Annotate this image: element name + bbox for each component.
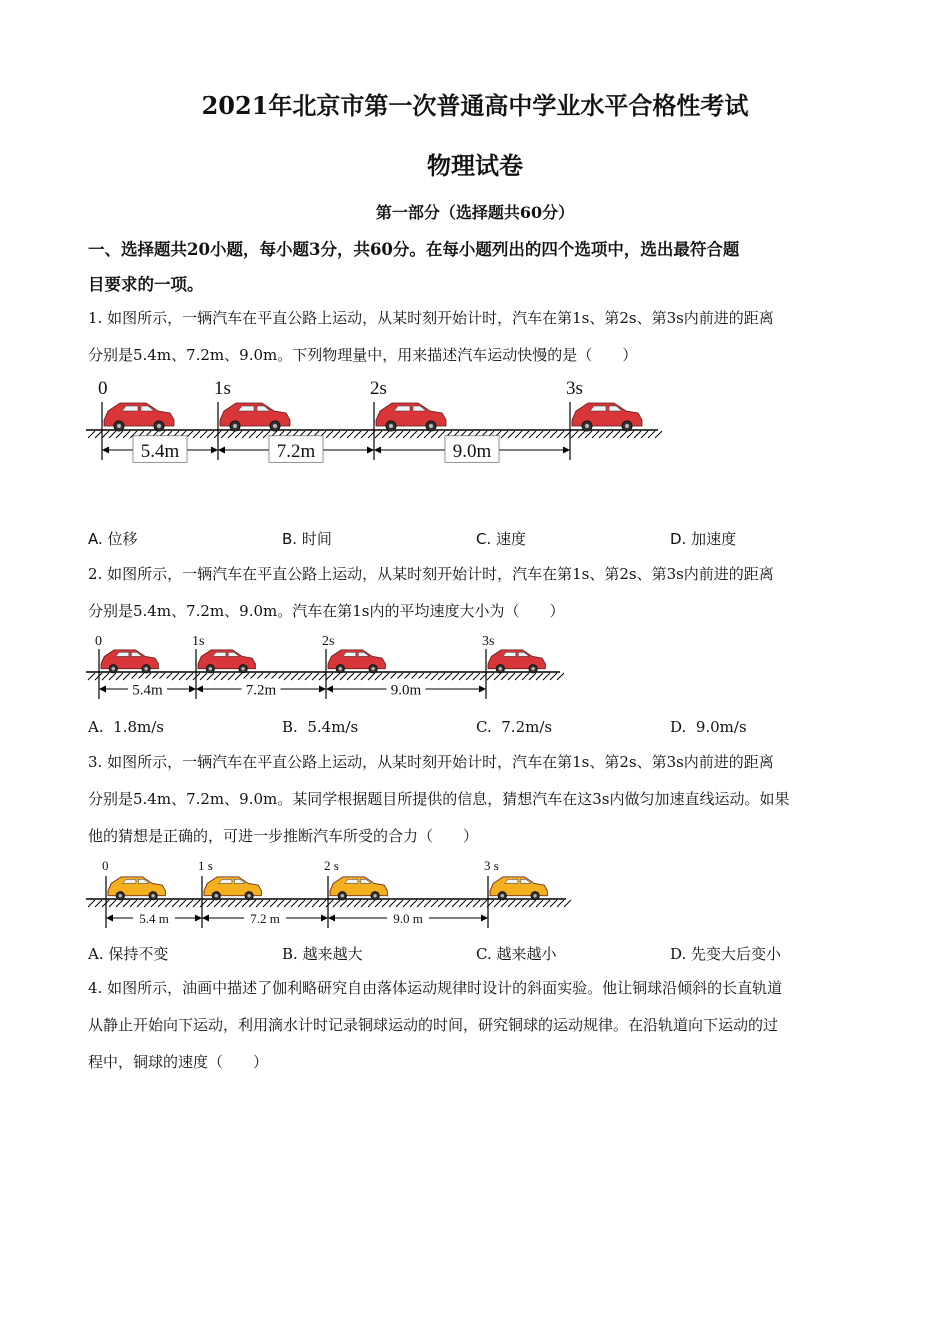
road-hatch [529, 431, 536, 438]
option-key: A. [88, 530, 103, 548]
car-body [204, 877, 261, 896]
road-hatch [256, 900, 263, 907]
road-hatch [200, 673, 207, 680]
distance-label: 7.2m [276, 441, 316, 463]
road-hatch [592, 431, 599, 438]
time-label: 0 [95, 634, 102, 649]
road-hatch [501, 900, 508, 907]
road-hatch [151, 900, 158, 907]
option-text: 位移 [107, 530, 138, 548]
time-label: 2 s [324, 858, 339, 873]
question-4-text: 从静止开始向下运动，利用滴水计时记录铜球运动的时间，研究铜球的运动规律。在沿轨道向下运动的过 [88, 1016, 779, 1034]
road-hatch [494, 673, 501, 680]
road-hatch [438, 431, 445, 438]
distance-label: 9.0m [452, 441, 492, 463]
arrow-head [202, 915, 209, 922]
car-body [328, 650, 385, 669]
road-hatch [186, 673, 193, 680]
road-hatch [459, 673, 466, 680]
question-3-option-a[interactable] [88, 943, 168, 964]
question-4-text: 4. 如图所示，油画中描述了伽利略研究自由落体运动规律时设计的斜面实验。他让铜球沿倾斜的长直轨道 [88, 979, 783, 997]
question-1-text: 分别是5.4m、7.2m、9.0m。下列物理量中，用来描述汽车运动快慢的是（ ） [88, 346, 638, 364]
road-hatch [270, 900, 277, 907]
road-hatch [452, 673, 459, 680]
option-text: 加速度 [691, 530, 737, 548]
road-hatch [319, 673, 326, 680]
road-hatch [515, 431, 522, 438]
road-hatch [536, 900, 543, 907]
road-hatch [473, 673, 480, 680]
road-hatch [613, 431, 620, 438]
road-hatch [144, 900, 151, 907]
road-hatch [606, 431, 613, 438]
arrow-head [99, 686, 106, 693]
question-3-text: 分别是5.4m、7.2m、9.0m。某同学根据题目所提供的信息，猜想汽车在这3s内做匀加速直线运动。如果 [88, 790, 790, 808]
road-hatch [403, 431, 410, 438]
car-body [104, 403, 174, 426]
road-hatch [396, 431, 403, 438]
time-label: 1 s [198, 858, 213, 873]
road-hatch [95, 431, 102, 438]
arrow-head [189, 686, 196, 693]
question-3-option-c[interactable] [476, 943, 557, 964]
road-hatch [431, 900, 438, 907]
road-hatch [557, 673, 564, 680]
option-text: 5.4m/s [307, 718, 359, 736]
car-hub [533, 894, 536, 897]
option-text: 1.8m/s [113, 718, 164, 736]
road-hatch [116, 431, 123, 438]
road-hatch [536, 673, 543, 680]
road-hatch [242, 900, 249, 907]
time-label: 0 [102, 858, 109, 873]
road-hatch [284, 673, 291, 680]
question-2-option-c[interactable] [476, 718, 552, 736]
arrow-head [319, 686, 326, 693]
car-hub [389, 424, 393, 428]
road-hatch [361, 431, 368, 438]
road-hatch [340, 900, 347, 907]
road-hatch [333, 673, 340, 680]
road-hatch [522, 673, 529, 680]
road-hatch [88, 900, 95, 907]
road-hatch [130, 900, 137, 907]
arrow-head [196, 686, 203, 693]
road-hatch [347, 431, 354, 438]
road-hatch [550, 900, 557, 907]
arrow-head [195, 915, 202, 922]
road-hatch [179, 900, 186, 907]
distance-label: 9.0 m [393, 910, 423, 926]
road-hatch [543, 431, 550, 438]
road-hatch [375, 431, 382, 438]
car-hub [339, 667, 342, 670]
road-hatch [354, 900, 361, 907]
road-hatch [116, 673, 123, 680]
road-hatch [123, 431, 130, 438]
road-hatch [109, 900, 116, 907]
road-hatch [487, 673, 494, 680]
road-hatch [571, 431, 578, 438]
question-2-text: 分别是5.4m、7.2m、9.0m。汽车在第1s内的平均速度大小为（ ） [88, 602, 565, 620]
distance-label: 7.2 m [250, 910, 280, 926]
road-hatch [263, 900, 270, 907]
option-key: C. [476, 718, 492, 736]
time-label: 3s [482, 634, 495, 649]
road-hatch [410, 900, 417, 907]
option-text: 速度 [496, 530, 527, 548]
time-label: 2s [322, 634, 335, 649]
road-hatch [445, 673, 452, 680]
road-hatch [634, 431, 641, 438]
arrow-head [106, 915, 113, 922]
road-hatch [235, 673, 242, 680]
road-hatch [361, 673, 368, 680]
road-hatch [361, 900, 368, 907]
question-3-option-b[interactable] [282, 943, 363, 964]
road-hatch [389, 900, 396, 907]
road-hatch [627, 431, 634, 438]
arrow-head [479, 686, 486, 693]
arrow-head [481, 915, 488, 922]
car-hub [531, 667, 534, 670]
road-hatch [550, 673, 557, 680]
road-hatch [179, 673, 186, 680]
road-hatch [102, 431, 109, 438]
road-hatch [319, 900, 326, 907]
road-hatch [228, 673, 235, 680]
road-hatch [158, 900, 165, 907]
question-3-option-d[interactable] [670, 943, 781, 964]
road-hatch [438, 673, 445, 680]
road-hatch [585, 431, 592, 438]
road-hatch [466, 900, 473, 907]
car-hub [117, 424, 121, 428]
road-hatch [326, 900, 333, 907]
road-hatch [648, 431, 655, 438]
car-hub [119, 894, 122, 897]
question-4-text: 程中，铜球的速度（ ） [88, 1053, 269, 1071]
road-hatch [354, 673, 361, 680]
exam-title: 2021年北京市第一次普通高中学业水平合格性考试 [201, 91, 749, 120]
car-hub [373, 894, 376, 897]
car-body [488, 650, 545, 669]
question-1-option-b[interactable] [282, 528, 332, 549]
time-label: 1s [214, 378, 231, 399]
option-text: 9.0m/s [695, 718, 747, 736]
road-hatch [326, 673, 333, 680]
section-intro-line: 一、选择题共20小题，每小题3分，共60分。在每小题列出的四个选项中，选出最符合题 [88, 240, 740, 259]
distance-label: 5.4m [140, 441, 180, 463]
car-hub [144, 667, 147, 670]
car-hub [157, 424, 161, 428]
question-2-text: 2. 如图所示，一辆汽车在平直公路上运动，从某时刻开始计时，汽车在第1s、第2s、第3s内前进的距离 [88, 565, 774, 583]
road-hatch [95, 900, 102, 907]
option-key: B. [282, 718, 298, 736]
option-key: B. [282, 530, 298, 548]
option-text: 7.2m/s [501, 718, 553, 736]
road-hatch [536, 431, 543, 438]
road-hatch [620, 431, 627, 438]
car-hub [625, 424, 629, 428]
car-hub [499, 667, 502, 670]
question-3-text: 3. 如图所示，一辆汽车在平直公路上运动，从某时刻开始计时，汽车在第1s、第2s、第3s内前进的距离 [88, 753, 774, 771]
road-hatch [333, 431, 340, 438]
road-hatch [424, 900, 431, 907]
option-text: 先变大后变小 [691, 945, 782, 963]
car-body [108, 877, 165, 896]
road-hatch [459, 900, 466, 907]
road-hatch [375, 673, 382, 680]
road-hatch [445, 900, 452, 907]
road-hatch [473, 900, 480, 907]
road-hatch [501, 673, 508, 680]
road-hatch [88, 431, 95, 438]
road-hatch [291, 900, 298, 907]
road-hatch [431, 673, 438, 680]
car-hub [585, 424, 589, 428]
exam-subject: 物理试卷 [427, 151, 523, 180]
option-key: A. [88, 945, 104, 963]
road-hatch [249, 900, 256, 907]
road-hatch [228, 900, 235, 907]
road-hatch [424, 431, 431, 438]
road-hatch [88, 673, 95, 680]
question-1-option-d[interactable] [670, 528, 736, 549]
road-hatch [522, 900, 529, 907]
car-hub [371, 667, 374, 670]
car-hub [215, 894, 218, 897]
road-hatch [347, 900, 354, 907]
road-hatch [221, 900, 228, 907]
road-hatch [417, 900, 424, 907]
car-hub [112, 667, 115, 670]
car-hub [341, 894, 344, 897]
road-hatch [109, 431, 116, 438]
road-hatch [480, 900, 487, 907]
option-text: 保持不变 [108, 945, 169, 963]
option-text: 时间 [301, 530, 332, 548]
option-text: 越来越小 [496, 945, 557, 963]
road-hatch [123, 900, 130, 907]
arrow-head [326, 686, 333, 693]
road-hatch [249, 431, 256, 438]
road-hatch [501, 431, 508, 438]
road-hatch [515, 900, 522, 907]
distance-label: 5.4m [132, 682, 163, 699]
road-hatch [172, 900, 179, 907]
car-hub [429, 424, 433, 428]
road-hatch [116, 900, 123, 907]
road-hatch [641, 431, 648, 438]
option-key: C. [476, 945, 492, 963]
distance-label: 5.4 m [139, 910, 169, 926]
arrow-head [321, 915, 328, 922]
car-body [198, 650, 255, 669]
road-hatch [221, 431, 228, 438]
road-hatch [368, 673, 375, 680]
road-hatch [529, 673, 536, 680]
road-hatch [284, 900, 291, 907]
option-key: D. [670, 718, 687, 736]
road-hatch [389, 431, 396, 438]
car-hub [241, 667, 244, 670]
question-3-text: 他的猜想是正确的，可进一步推断汽车所受的合力（ ） [88, 827, 479, 845]
option-key: D. [670, 945, 687, 963]
road-hatch [235, 431, 242, 438]
road-hatch [312, 900, 319, 907]
road-hatch [340, 673, 347, 680]
road-hatch [466, 673, 473, 680]
road-hatch [305, 673, 312, 680]
option-key: B. [282, 945, 298, 963]
arrow-head [102, 447, 109, 454]
road-hatch [235, 900, 242, 907]
distance-label: 7.2m [245, 682, 277, 699]
road-hatch [228, 431, 235, 438]
car-body [101, 650, 158, 669]
road-hatch [172, 673, 179, 680]
road-hatch [193, 900, 200, 907]
road-hatch [438, 900, 445, 907]
road-hatch [599, 431, 606, 438]
road-hatch [515, 673, 522, 680]
arrow-head [563, 447, 570, 454]
car-hub [209, 667, 212, 670]
road-hatch [298, 673, 305, 680]
road-hatch [291, 673, 298, 680]
arrow-head [211, 447, 218, 454]
road-hatch [340, 431, 347, 438]
road-hatch [165, 900, 172, 907]
road-hatch [529, 900, 536, 907]
question-2-option-a[interactable] [88, 718, 164, 736]
road-hatch [214, 673, 221, 680]
road-hatch [375, 900, 382, 907]
road-hatch [193, 431, 200, 438]
option-text: 越来越大 [302, 945, 363, 963]
arrow-head [367, 447, 374, 454]
question-1-option-a[interactable] [88, 528, 138, 549]
road-hatch [137, 900, 144, 907]
option-key: A. [88, 718, 104, 736]
road-hatch [347, 673, 354, 680]
car-body [490, 877, 547, 896]
road-hatch [557, 431, 564, 438]
car-hub [151, 894, 154, 897]
question-1-option-c[interactable] [476, 528, 526, 549]
road-hatch [200, 431, 207, 438]
road-hatch [564, 900, 571, 907]
time-label: 3s [566, 378, 583, 399]
arrow-head [218, 447, 225, 454]
road-hatch [242, 431, 249, 438]
road-hatch [494, 900, 501, 907]
road-hatch [207, 673, 214, 680]
road-hatch [550, 431, 557, 438]
road-hatch [298, 900, 305, 907]
question-2-motion-figure [86, 634, 564, 699]
road-hatch [200, 900, 207, 907]
road-hatch [221, 673, 228, 680]
road-hatch [403, 900, 410, 907]
road-hatch [207, 900, 214, 907]
road-hatch [186, 900, 193, 907]
question-1-text: 1. 如图所示，一辆汽车在平直公路上运动，从某时刻开始计时，汽车在第1s、第2s、第3s内前进的距离 [88, 309, 774, 327]
question-2-option-d[interactable] [670, 718, 747, 736]
road-hatch [410, 431, 417, 438]
road-hatch [543, 673, 550, 680]
time-label: 0 [98, 378, 108, 399]
road-hatch [452, 900, 459, 907]
road-hatch [305, 900, 312, 907]
road-hatch [417, 431, 424, 438]
question-2-option-b[interactable] [282, 718, 358, 736]
road-hatch [655, 431, 662, 438]
time-label: 2s [370, 378, 387, 399]
road-hatch [557, 900, 564, 907]
road-hatch [333, 900, 340, 907]
question-3-motion-figure [86, 858, 571, 928]
road-hatch [382, 900, 389, 907]
road-hatch [543, 900, 550, 907]
road-hatch [354, 431, 361, 438]
car-hub [247, 894, 250, 897]
option-key: D. [670, 530, 687, 548]
road-hatch [578, 431, 585, 438]
car-hub [233, 424, 237, 428]
time-label: 1s [192, 634, 205, 649]
question-1-motion-figure [86, 378, 662, 462]
road-hatch [214, 900, 221, 907]
road-hatch [522, 431, 529, 438]
road-hatch [102, 673, 109, 680]
section-intro-line: 目要求的一项。 [88, 275, 204, 294]
road-hatch [431, 431, 438, 438]
arrow-head [374, 447, 381, 454]
distance-label: 9.0m [390, 682, 422, 699]
road-hatch [396, 900, 403, 907]
road-hatch [277, 900, 284, 907]
road-hatch [109, 673, 116, 680]
road-hatch [326, 431, 333, 438]
car-body [330, 877, 387, 896]
car-body [220, 403, 290, 426]
road-hatch [382, 431, 389, 438]
car-hub [273, 424, 277, 428]
option-key: C. [476, 530, 492, 548]
car-hub [501, 894, 504, 897]
road-hatch [508, 900, 515, 907]
car-body [572, 403, 642, 426]
road-hatch [312, 673, 319, 680]
road-hatch [508, 431, 515, 438]
road-hatch [508, 673, 515, 680]
road-hatch [207, 431, 214, 438]
road-hatch [368, 900, 375, 907]
part-heading: 第一部分（选择题共60分） [375, 203, 575, 222]
arrow-head [328, 915, 335, 922]
time-label: 3 s [484, 858, 499, 873]
car-body [376, 403, 446, 426]
road-hatch [256, 431, 263, 438]
